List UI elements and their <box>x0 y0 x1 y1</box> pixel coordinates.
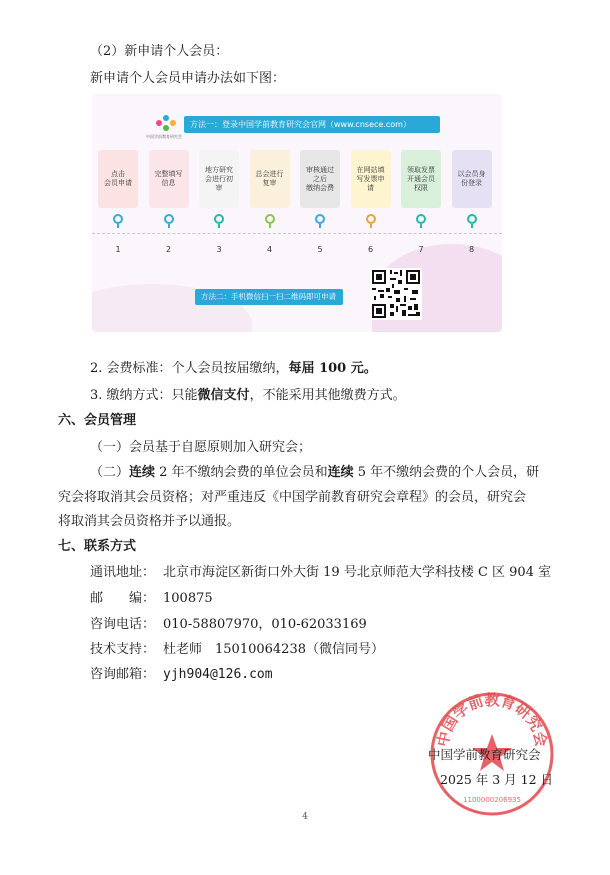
step-number: 1 <box>115 245 121 254</box>
contact-value: 杜老师 15010064238（微信同号） <box>163 642 384 657</box>
section6-heading: 六、会员管理 <box>58 413 137 428</box>
item2-heading: （2）新申请个人会员： <box>90 44 229 59</box>
pin-tail <box>168 224 170 228</box>
contact-label: 咨询邮箱： <box>90 667 156 682</box>
signature-date: 2025 年 3 月 12 日 <box>440 772 554 787</box>
contact-row <box>90 615 367 635</box>
payment-method-suffix: ，不能采用其他缴费方式。 <box>249 388 406 403</box>
step-7-box <box>401 150 441 208</box>
step-3-box <box>199 150 239 208</box>
pin-tail <box>269 224 271 228</box>
qr-code-icon <box>370 268 422 320</box>
step-2-box <box>149 150 189 208</box>
fee-standard-text: 2. 会费标准：个人会员按届缴纳， <box>90 361 289 376</box>
location-pin-icon <box>315 214 325 224</box>
fee-standard-amount: 每届 100 元。 <box>288 361 377 376</box>
pin-tail <box>420 224 422 228</box>
contact-label: 咨询电话： <box>90 617 156 632</box>
application-infographic <box>92 94 502 332</box>
method1-banner: 方法一：登录中国学前教育研究会官网（www.cnsece.com） <box>184 116 440 133</box>
step-number: 3 <box>216 245 222 254</box>
method-description: 新申请个人会员申请办法如下图： <box>90 71 286 86</box>
contact-label: 通讯地址： <box>90 565 156 580</box>
step-label: 完整填写 信息 <box>154 170 183 187</box>
contact-value: 010-58807970，010-62033169 <box>163 617 367 632</box>
item2-text: 5 年不缴纳会费的个人会员，研 <box>353 465 540 480</box>
contact-row <box>90 665 273 685</box>
step-label: 审核通过 之后 缴纳会费 <box>306 165 334 192</box>
step-label: 总会进行 复审 <box>255 170 284 187</box>
pin-tail <box>319 224 321 228</box>
method2-banner: 方法二：手机微信扫一扫二维码即可申请 <box>195 289 343 305</box>
payment-method <box>90 386 406 406</box>
section6-item2-line2: 究会将取消其会员资格；对严重违反《中国学前教育研究会章程》的会员，研究会 <box>58 490 527 505</box>
item2-prefix: （二） <box>90 465 130 480</box>
step-6-box <box>351 150 391 208</box>
seal-text: 中国学前教育研究会 <box>433 690 551 749</box>
organization-logo-icon <box>154 112 178 134</box>
item2-consecutive: 连续 <box>129 465 156 480</box>
section6-item2-line1 <box>90 463 539 483</box>
step-1-box <box>98 150 138 208</box>
fee-standard <box>90 359 377 379</box>
pin-tail <box>117 224 119 228</box>
pin-tail <box>218 224 220 228</box>
step-label: 在网站填 写发票申 请 <box>356 165 385 192</box>
payment-method-text: 3. 缴纳方式：只能 <box>90 388 198 403</box>
location-pin-icon <box>214 214 224 224</box>
signature-org: 中国学前教育研究会 <box>428 747 541 762</box>
item2-consecutive: 连续 <box>327 465 354 480</box>
item2-text: 2 年不缴纳会费的单位会员和 <box>155 465 328 480</box>
step-label: 领取发票 开通会员 权限 <box>407 165 435 192</box>
step-number: 2 <box>165 245 172 254</box>
location-pin-icon <box>416 214 426 224</box>
contact-row <box>90 563 551 583</box>
section6-item1: （一）会员基于自愿原则加入研究会； <box>90 440 312 455</box>
contact-row <box>90 640 384 660</box>
location-pin-icon <box>467 214 477 224</box>
contact-value[interactable]: yjh904@126.com <box>163 667 273 682</box>
step-label: 地方研究 会进行初 审 <box>205 165 233 192</box>
step-label: 点击 会员申请 <box>104 170 132 187</box>
timeline-axis <box>92 233 502 235</box>
contact-label: 技术支持： <box>90 642 156 657</box>
contact-value: 100875 <box>163 591 213 606</box>
location-pin-icon <box>366 214 376 224</box>
contact-row <box>90 589 213 609</box>
step-number: 8 <box>468 245 475 254</box>
step-label: 以会员身 份登录 <box>457 170 486 187</box>
location-pin-icon <box>164 214 174 224</box>
step-number: 7 <box>418 245 424 254</box>
step-4-box <box>250 150 290 208</box>
section6-item2-line3: 将取消其会员资格并予以通报。 <box>58 514 241 529</box>
contact-label: 邮 编： <box>90 591 156 606</box>
step-number: 6 <box>367 245 374 254</box>
step-number: 4 <box>266 245 273 254</box>
section7-heading: 七、联系方式 <box>58 539 137 554</box>
contact-value: 北京市海淀区新街口外大街 19 号北京师范大学科技楼 C 区 904 室 <box>163 565 552 580</box>
step-8-box <box>452 150 492 208</box>
pin-tail <box>370 224 372 228</box>
page-number: 4 <box>302 812 308 822</box>
pin-tail <box>471 224 473 228</box>
location-pin-icon <box>113 214 123 224</box>
seal-number: 1100000206935 <box>463 796 521 804</box>
logo-caption: 中国学前教育研究会 <box>146 134 182 139</box>
step-number: 5 <box>317 245 323 254</box>
payment-method-wechat: 微信支付 <box>197 388 250 403</box>
location-pin-icon <box>265 214 275 224</box>
step-5-box <box>300 150 340 208</box>
